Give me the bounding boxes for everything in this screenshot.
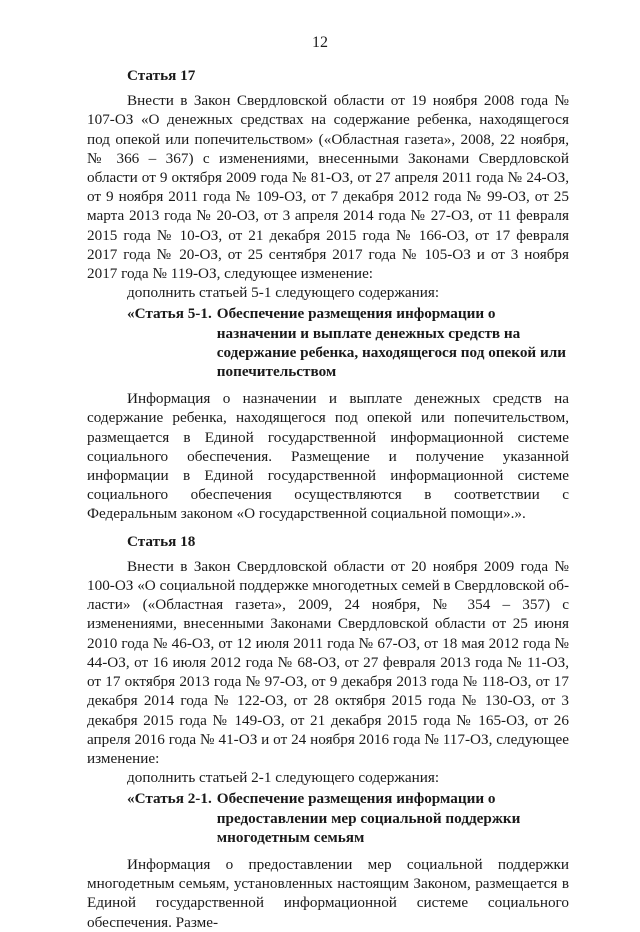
article-17-body: Внести в Закон Свердловской области от 19 ноября 2008 года № 107-ОЗ «О денежных средствах на содержание ребенка, находящегося под опекой или попечительством» («Областная газета», 2008, 22 ноября, № 366 – 367) с изменениями, внесенными Законами Свердловской области от 9 октября 2009 года № 81-ОЗ, от 27 апреля 2011 года № 24-ОЗ, от 9 ноября 2011 года № 109-ОЗ, от 7 декабря 2012 года № 99-ОЗ, от 25 марта 2013 года № 20-ОЗ, от 3 апреля 2014 года № 27-ОЗ, от 11 февраля 2015 года № 10-ОЗ, от 21 декабря 2015 года № 166-ОЗ, от 17 февраля 2017 года № 20-ОЗ, от 25 сентября 2017 года № 105-ОЗ и от 3 ноября 2017 года № 119-ОЗ, следующее изменение: bbox=[87, 92, 569, 283]
article-2-1-body: Информация о предоставлении мер социальной поддержки многодетным семьям, установленных настоящим Законом, размещается в Единой государственной информационной системе социального обеспечения. Разме- bbox=[87, 855, 569, 931]
article-5-1-heading bbox=[127, 304, 569, 381]
article-2-1-number: «Статья 2-1. bbox=[127, 790, 212, 808]
document-body bbox=[87, 66, 569, 932]
article-18 bbox=[87, 532, 569, 932]
article-18-lead-in: дополнить статьей 2-1 следующего содержания: bbox=[127, 769, 440, 787]
article-5-1-body: Информация о назначении и выплате денежных средств на содержание ребенка, находящегося под опекой или попечительством, размещается в Единой государственной информационной системе социального обеспечения. Размещение и получение указанной информации в Единой государственной информационной системе социального обеспечения осуществляются в соответствии с Федеральным законом «О государственной социальной помощи».». bbox=[87, 390, 569, 523]
article-18-body: Внести в Закон Свердловской области от 20 ноября 2009 года № 100-ОЗ «О социальной поддержке многодетных семей в Свердловской области» («Областная газета», 2009, 24 ноября, № 354 – 357) с изменениями, внесенными Законами Свердловской области от 25 июня 2010 года № 46-ОЗ, от 12 июля 2011 года № 67-ОЗ, от 18 мая 2012 года № 44-ОЗ, от 16 июля 2012 года № 68-ОЗ, от 27 февраля 2013 года № 11-ОЗ, от 17 октября 2013 года № 97-ОЗ, от 9 декабря 2013 года № 118-ОЗ, от 17 декабря 2014 года № 122-ОЗ, от 28 октября 2015 года № 130-ОЗ, от 3 декабря 2015 года № 149-ОЗ, от 21 декабря 2015 года № 165-ОЗ, от 26 апреля 2016 года № 41-ОЗ и от 24 ноября 2016 года № 117-ОЗ, следующее изменение: bbox=[87, 557, 569, 767]
article-2-1-heading bbox=[127, 789, 569, 847]
article-17 bbox=[87, 66, 569, 524]
section-gap bbox=[87, 524, 569, 532]
article-17-lead-in: дополнить статьей 5-1 следующего содержания: bbox=[127, 284, 440, 302]
article-5-1-title: Обеспечение размещения информации о назначении и выплате денежных средств на содержание ребенка, находящегося под опекой или попечительством bbox=[216, 305, 566, 381]
article-18-heading: Статья 18 bbox=[127, 532, 196, 550]
article-2-1-title: Обеспечение размещения информации о предоставлении мер социальной поддержки многодетным семьям bbox=[216, 790, 521, 846]
article-5-1-number: «Статья 5-1. bbox=[127, 305, 212, 323]
page-number: 12 bbox=[312, 34, 328, 51]
article-17-heading: Статья 17 bbox=[127, 67, 196, 84]
